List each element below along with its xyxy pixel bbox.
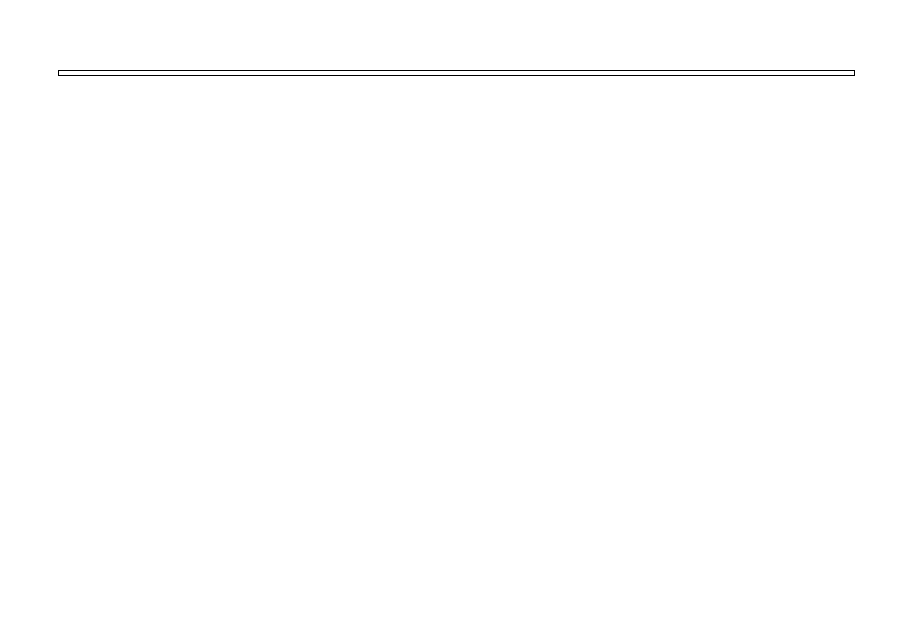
data-table [58,70,855,76]
section-title [59,71,855,76]
section-header [59,71,855,76]
